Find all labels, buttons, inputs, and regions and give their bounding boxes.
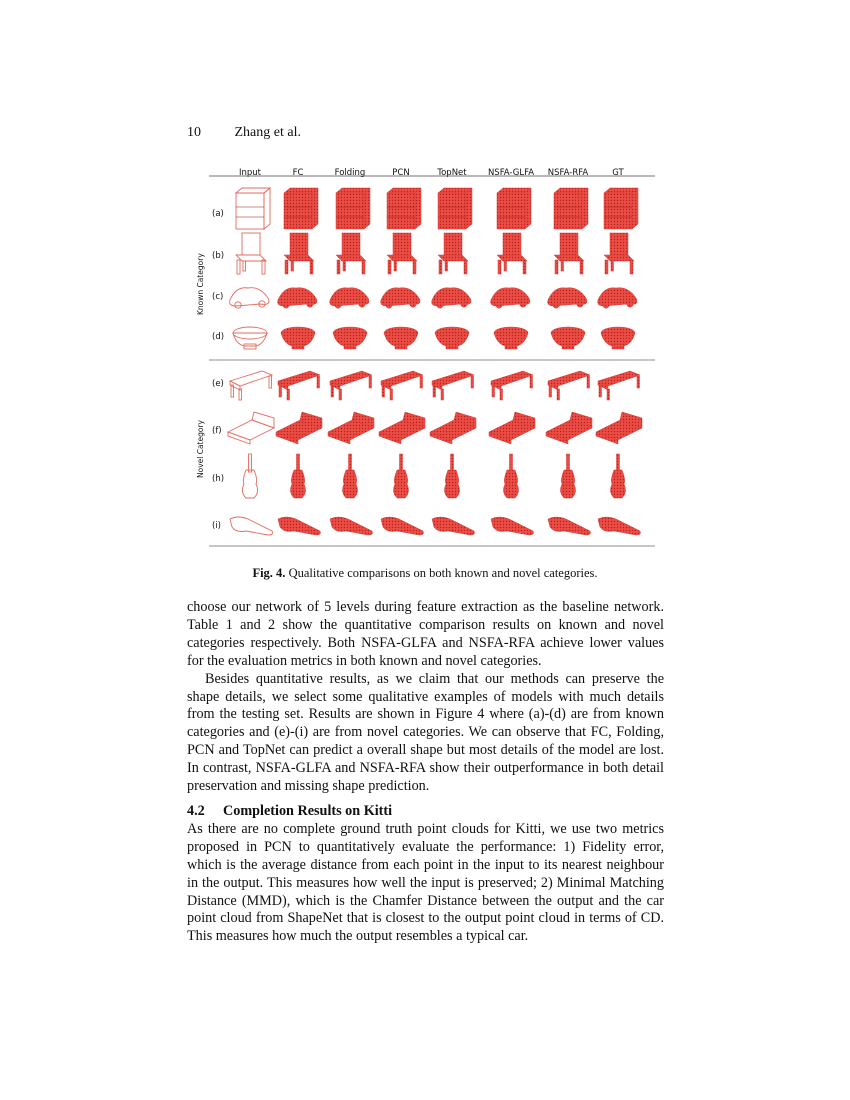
cabinet-point-cloud: [284, 188, 318, 229]
pistol-point-cloud: [278, 517, 321, 535]
chair-point-cloud: [336, 233, 366, 274]
chair-point-cloud: [236, 233, 266, 274]
page-number: 10: [187, 125, 201, 140]
column-header: GT: [612, 168, 624, 178]
car-point-cloud: [230, 288, 269, 308]
column-header: PCN: [392, 168, 410, 178]
bench-point-cloud: [598, 371, 640, 400]
car-point-cloud: [381, 288, 420, 308]
row-label: (e): [212, 379, 224, 389]
lamp-point-cloud: [551, 327, 585, 349]
cabinet-point-cloud: [336, 188, 370, 229]
guitar-point-cloud: [290, 454, 305, 498]
car-point-cloud: [330, 288, 369, 308]
lamp-point-cloud: [384, 327, 418, 349]
car-point-cloud: [548, 288, 587, 308]
cabinet-point-cloud: [604, 188, 638, 229]
bench-point-cloud: [230, 371, 272, 400]
bench-point-cloud: [330, 371, 372, 400]
car-point-cloud: [598, 288, 637, 308]
section-paragraph: As there are no complete ground truth point clouds for Kitti, we use two metrics proposed in PCN to quantitatively evaluate the performance: 1) Fidelity error, which is the average distance from each point in the input to its nearest neighbour in the output. This measures how well the input is preserved; 2) Minimal Matching Distance (MMD), which is the Chamfer Distance between the output and the car point cloud from ShapeNet that is closest to the output point cloud in terms of CD. This measures how much the output resembles a typical car.: [187, 820, 664, 945]
figure-caption: [187, 566, 663, 581]
known-category-label: Known Category: [196, 253, 205, 315]
guitar-point-cloud: [610, 454, 625, 498]
bed-point-cloud: [489, 412, 535, 444]
section-title: Completion Results on Kitti: [223, 802, 393, 819]
cabinet-point-cloud: [497, 188, 531, 229]
cabinet-point-cloud: [236, 188, 270, 229]
pistol-point-cloud: [381, 517, 424, 535]
pistol-point-cloud: [230, 517, 273, 535]
figure-4-grid: [187, 160, 663, 560]
guitar-point-cloud: [393, 454, 408, 498]
cabinet-point-cloud: [387, 188, 421, 229]
pistol-point-cloud: [432, 517, 475, 535]
bench-point-cloud: [381, 371, 423, 400]
lamp-point-cloud: [435, 327, 469, 349]
car-point-cloud: [491, 288, 530, 308]
guitar-point-cloud: [342, 454, 357, 498]
row-label: (i): [212, 521, 221, 531]
bed-point-cloud: [379, 412, 425, 444]
guitar-point-cloud: [503, 454, 518, 498]
lamp-point-cloud: [494, 327, 528, 349]
guitar-point-cloud: [444, 454, 459, 498]
lamp-point-cloud: [233, 327, 267, 349]
car-point-cloud: [278, 288, 317, 308]
column-header: FC: [292, 168, 304, 178]
bench-point-cloud: [491, 371, 533, 400]
row-label: (d): [212, 332, 225, 342]
column-header: NSFA-GLFA: [487, 168, 535, 178]
section-heading: [187, 803, 664, 821]
bench-point-cloud: [278, 371, 320, 400]
column-header: Input: [238, 168, 262, 178]
chair-point-cloud: [554, 233, 584, 274]
row-label: (f): [212, 426, 222, 436]
row-label: (h): [212, 474, 225, 484]
figure-4: [187, 160, 663, 560]
pistol-point-cloud: [598, 517, 641, 535]
novel-category-label: Novel Category: [196, 420, 205, 478]
pistol-point-cloud: [330, 517, 373, 535]
bed-point-cloud: [430, 412, 476, 444]
running-header: [187, 125, 301, 141]
car-point-cloud: [432, 288, 471, 308]
row-label: (b): [212, 251, 225, 261]
bed-point-cloud: [328, 412, 374, 444]
guitar-point-cloud: [560, 454, 575, 498]
column-header: Folding: [334, 168, 366, 178]
row-label: (a): [212, 209, 224, 219]
pistol-point-cloud: [548, 517, 591, 535]
section-number: 4.2: [187, 802, 205, 819]
body-text: [187, 599, 664, 946]
lamp-point-cloud: [333, 327, 367, 349]
figure-caption-label: Fig. 4.: [252, 566, 286, 580]
chair-point-cloud: [604, 233, 634, 274]
chair-point-cloud: [284, 233, 314, 274]
paragraph-1: choose our network of 5 levels during feature extraction as the baseline network. Table 1 and 2 show the quantitative comparison results on known and novel categories respectively. Both NSFA-GLFA and NSFA-RFA achieve lower values for the evaluation metrics in both known and novel categories.: [187, 599, 664, 669]
running-header-authors: Zhang et al.: [234, 125, 301, 140]
row-label: (c): [212, 292, 224, 302]
column-header: NSFA-RFA: [547, 168, 589, 178]
pistol-point-cloud: [491, 517, 534, 535]
column-header: TopNet: [437, 168, 467, 178]
guitar-point-cloud: [242, 454, 257, 498]
paragraph-2: Besides quantitative results, as we claim that our methods can preserve the shape details, we select some qualitative examples of models with much details from the testing set. Results are shown in Figure 4 where (a)-(d) are from known categories and (e)-(i) are from novel categories. We can observe that FC, Folding, PCN and TopNet can predict a overall shape but most details of the model are lost. In contrast, NSFA-GLFA and NSFA-RFA show their outperformance in both detail preservation and missing shape prediction.: [187, 670, 664, 795]
cabinet-point-cloud: [438, 188, 472, 229]
bed-point-cloud: [596, 412, 642, 444]
bench-point-cloud: [432, 371, 474, 400]
figure-caption-text: Qualitative comparisons on both known and novel categories.: [285, 566, 598, 580]
chair-point-cloud: [497, 233, 527, 274]
bed-point-cloud: [228, 412, 274, 444]
lamp-point-cloud: [601, 327, 635, 349]
lamp-point-cloud: [281, 327, 315, 349]
bed-point-cloud: [276, 412, 322, 444]
cabinet-point-cloud: [554, 188, 588, 229]
chair-point-cloud: [387, 233, 417, 274]
bench-point-cloud: [548, 371, 590, 400]
bed-point-cloud: [546, 412, 592, 444]
chair-point-cloud: [438, 233, 468, 274]
